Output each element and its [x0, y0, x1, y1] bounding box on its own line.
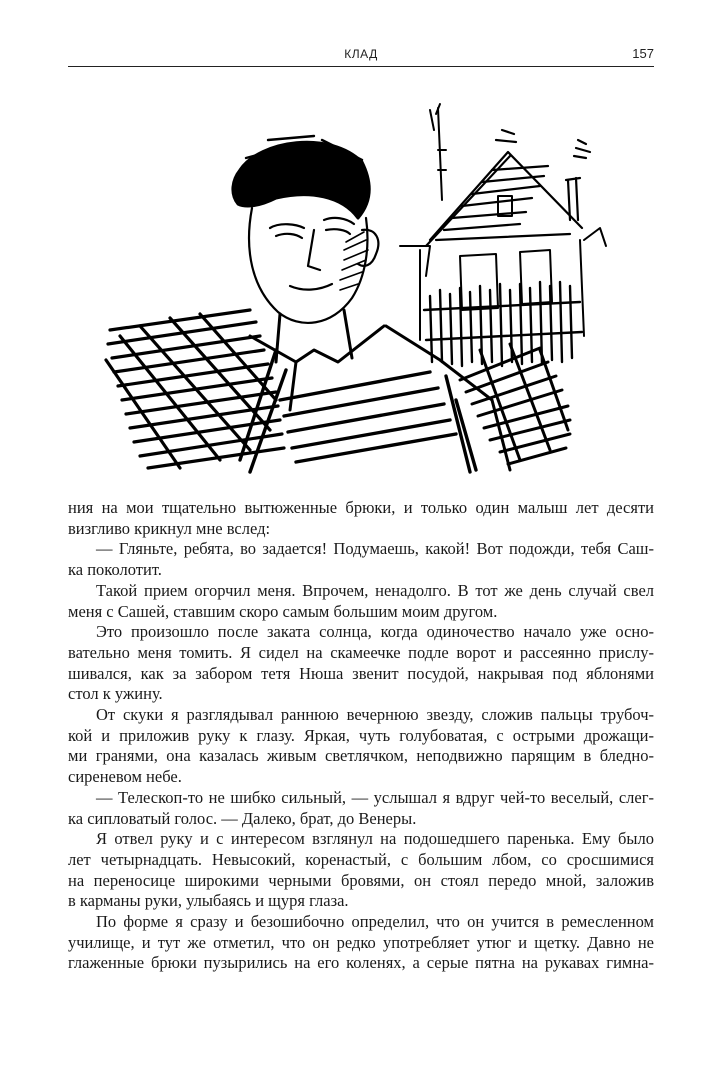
text-line: ка сипловатый голос. — Далеко, брат, до Венеры.	[68, 808, 417, 828]
text-line: Я отвел руку и с интересом взглянул на подошедшего паренька. Ему было	[96, 829, 654, 849]
text-line: на переносице широкими черными бровями, он стоял передо мной, заложив	[68, 870, 654, 890]
text-line: — Гляньте, ребята, во задается! Подумаешь, какой! Вот подожди, тебя Саш-	[96, 539, 654, 559]
text-line: глаженные брюки пузырились на его коленях, а серые пятна на рукавах гимна-	[68, 953, 654, 973]
text-line: меня с Сашей, ставшим скоро самым большим моим другом.	[68, 601, 498, 621]
text-line: ния на мои тщательно вытюженные брюки, и только один малыш лет десяти	[68, 498, 654, 517]
text-line: вательно меня томить. Я сидел на скамеечке подле ворот и рассеянно прислу-	[68, 642, 654, 662]
text-line: Это произошло после заката солнца, когда одиночество начало уже осно-	[96, 622, 654, 642]
text-line: стол к ужину.	[68, 684, 163, 704]
text-line: шивался, как за забором тетя Нюша звенит посудой, накрывая под яблонями	[68, 663, 654, 683]
page-number: 157	[632, 46, 654, 61]
text-line: в карманы руки, улыбаясь и щуря глаза.	[68, 891, 349, 911]
text-line: По форме я сразу и безошибочно определил, что он учится в ремесленном	[96, 912, 654, 932]
body-text	[68, 498, 654, 974]
text-line: ми гранями, она казалась живым светлячком, неподвижно парящим в бледно-	[68, 746, 654, 766]
text-line: — Телескоп-то не шибко сильный, — услышал я вдруг чей-то веселый, слег-	[96, 787, 654, 807]
text-line: визгливо крикнул мне вслед:	[68, 518, 271, 538]
text-line: ка поколотит.	[68, 560, 162, 580]
chapter-title: КЛАД	[344, 47, 378, 61]
text-line: лет четырнадцать. Невысокий, коренастый, с большим лбом, со сросшимися	[68, 849, 654, 869]
text-line: сиреневом небе.	[68, 767, 182, 787]
text-line: кой и приложив руку к глазу. Яркая, чуть голубоватая, с острыми дрожащи-	[68, 725, 654, 745]
text-line: училище, и тут же отметил, что он редко употребляет утюг и щетку. Давно не	[68, 932, 654, 952]
text-line: Такой прием огорчил меня. Впрочем, ненадолго. В тот же день случай свел	[96, 580, 654, 600]
boy-and-house-sketch-icon	[100, 100, 620, 480]
text-line: От скуки я разглядывал раннюю вечернюю звезду, сложив пальцы трубоч-	[96, 705, 654, 725]
running-header	[68, 46, 654, 67]
